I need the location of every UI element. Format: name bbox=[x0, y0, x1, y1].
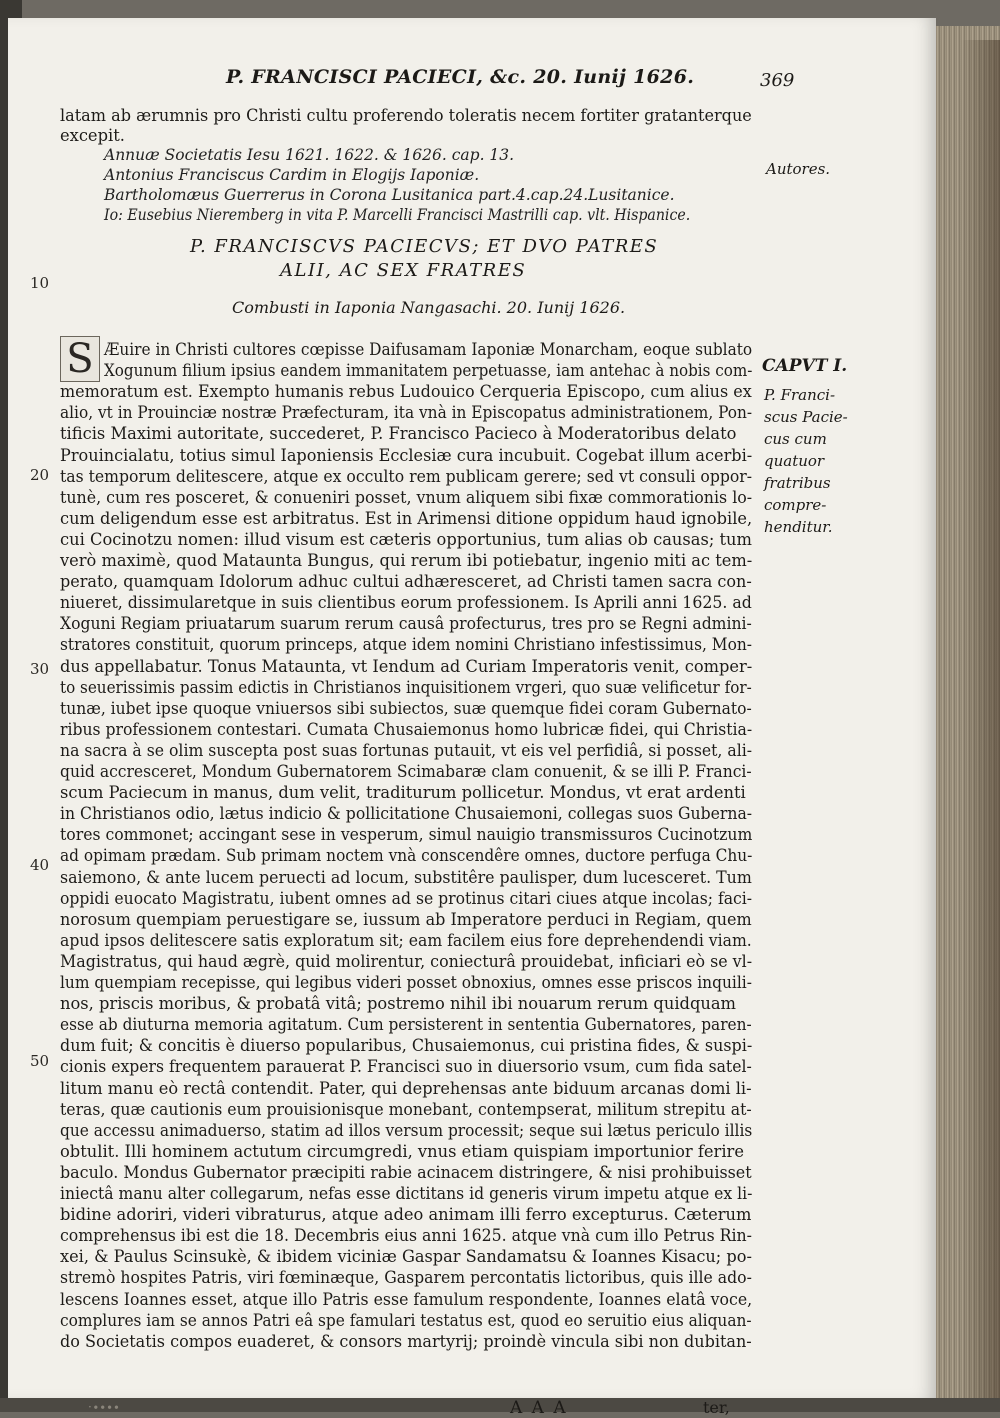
body-line: verò maximè, quod Mataunta Bungus, qui rerum ibi potiebatur, ingenio miti ac tem- bbox=[60, 551, 753, 570]
body-line: memoratum est. Exempto humanis rebus Ludouico Cerqueria Episcopo, cum alius ex bbox=[60, 382, 752, 402]
body-line: complures iam se annos Patri eâ spe famulari testatus est, quod eo seruitio eius aliquan- bbox=[60, 1310, 752, 1330]
line-number: 40 bbox=[30, 856, 50, 874]
page-header bbox=[60, 66, 840, 96]
body-line: norosum quempiam peruestigare se, iussum ab Imperatore perduci in Regiam, quem bbox=[60, 909, 752, 929]
body-line: tas temporum delitescere, atque ex occulto rem publicam gerere; sed vt consuli oppor- bbox=[60, 466, 753, 486]
side-note-line: scus Pacie- bbox=[764, 408, 848, 426]
signature-mark: A A A bbox=[510, 1398, 568, 1418]
side-note-line: cus cum bbox=[764, 430, 827, 448]
body-line: obtulit. Illi hominem actutum circumgredi, vnus etiam quispiam importunior ferire bbox=[60, 1141, 744, 1161]
body-line: ad opimam prædam. Sub primam noctem vnà conscendêre omnes, ductore perfuga Chu- bbox=[60, 846, 753, 866]
chapter-title-line-1: P. FRANCISCVS PACIECVS; ET DVO PATRES bbox=[190, 236, 659, 257]
line-number: 10 bbox=[30, 274, 50, 292]
side-note-line: henditur. bbox=[764, 518, 833, 536]
body-line: esse ab diuturna memoria agitatum. Cum persisterent in sententia Gubernatores, paren- bbox=[60, 1015, 752, 1035]
book-spine-shadow bbox=[960, 40, 1000, 1398]
body-line: cum deligendum esse est arbitratus. Est in Arimensi ditione oppidum haud ignobile, bbox=[60, 508, 753, 528]
body-line: que accessu animaduerso, statim ad illos versum processit; seque sui lætus periculo illis bbox=[60, 1120, 753, 1140]
body-line: Magistratus, qui haud ægrè, quid molirentur, coniecturâ prouidebat, inficiari eò se vl- bbox=[60, 951, 753, 971]
line-number: 30 bbox=[30, 660, 50, 678]
author-entry: Io: Eusebius Nieremberg in vita P. Marcelli Francisci Mastrilli cap. vlt. Hispanice. bbox=[104, 206, 691, 224]
intro-line: excepit. bbox=[60, 126, 125, 145]
side-note-line: P. Franci- bbox=[764, 386, 836, 404]
side-note-line: compre- bbox=[764, 496, 827, 514]
body-line: cui Cocinotzu nomen: illud visum est cæteris opportunius, tum alias ob causas; tum bbox=[60, 529, 752, 549]
body-line: bidine adoriri, videri vibraturus, atque adeo animam illi ferro excepturus. Cæterum bbox=[60, 1205, 752, 1225]
body-line: ribus professionem contestari. Cumata Chusaiemonus homo lubricæ fidei, qui Christia- bbox=[60, 719, 753, 739]
page-number: 369 bbox=[760, 70, 795, 91]
body-line: teras, quæ cautionis eum prouisionisque monebant, contempserat, militum strepitu at- bbox=[60, 1099, 752, 1119]
body-line: nos, priscis moribus, & probatâ vitâ; postremo nihil ibi nouarum rerum quidquam bbox=[60, 994, 736, 1014]
body-line: stremò hospites Patris, viri fœminæque, Gasparem percontatis lictoribus, quis ille ado- bbox=[60, 1268, 752, 1288]
intro-line: latam ab ærumnis pro Christi cultu proferendo toleratis necem fortiter gratanterque bbox=[60, 106, 752, 125]
body-line: na sacra à se olim suscepta post suas fortunas putauit, vt eis vel perfidiâ, si posset, ali- bbox=[60, 740, 753, 760]
body-line: do Societatis compos euaderet, & consors martyrij; proindè vincula sibi non dubitan- bbox=[60, 1331, 752, 1351]
chapter-subtitle: Combusti in Iaponia Nangasachi. 20. Iunij 1626. bbox=[232, 298, 626, 317]
body-line: comprehensus ibi est die 18. Decembris eius anni 1625. atque vnà cum illo Petrus Rin- bbox=[60, 1226, 752, 1246]
body-line: oppidi euocato Magistratu, iubent omnes ad se protinus citari ciues atque incolas; faci- bbox=[60, 888, 753, 908]
body-line: tunè, cum res posceret, & conueniri posset, vnum aliquem sibi fixæ commorationis lo- bbox=[60, 487, 753, 507]
body-line: tificis Maximi autoritate, succederet, P. Francisco Pacieco à Moderatoribus delato bbox=[60, 424, 737, 444]
body-line: Æuire in Christi cultores cœpisse Daifusamam Iaponiæ Monarcham, eoque sublato bbox=[104, 340, 753, 359]
author-entry: Antonius Franciscus Cardim in Elogijs Iaponiæ. bbox=[104, 166, 480, 184]
line-number: 20 bbox=[30, 466, 50, 484]
body-line: apud ipsos delitescere satis exploratum sit; eam facilem eius fore deprehendendi viam. bbox=[60, 930, 752, 950]
body-line: in Christianos odio, lætus indicio & pollicitatione Chusaiemoni, collegas suos Guberna- bbox=[60, 804, 753, 824]
body-line: baculo. Mondus Gubernator præcipiti rabie acinacem distringere, & nisi prohibuisset bbox=[60, 1162, 752, 1182]
body-line: cionis expers frequentem parauerat P. Francisci suo in diuersorio vsum, cum fida satel- bbox=[60, 1057, 752, 1077]
body-line: Xogunum filium ipsius eandem immanitatem perpetuasse, iam antehac à nobis com- bbox=[104, 361, 753, 381]
body-line: tores commonet; accingant sese in vesperum, simul nauigio transmissuros Cucinotzum bbox=[60, 825, 753, 845]
author-entry: Annuæ Societatis Iesu 1621. 1622. & 1626. cap. 13. bbox=[104, 146, 515, 164]
side-note-line: quatuor bbox=[764, 452, 825, 470]
body-line: stratores constituit, quorum princeps, atque idem nomini Christiano infestissimus, Mon- bbox=[60, 635, 752, 655]
body-line: lescens Ioannes esset, atque illo Patris esse famulum respondente, Ioannes elatâ voce, bbox=[60, 1289, 753, 1309]
body-line: to seuerissimis passim edictis in Christianos inquisitionem vrgeri, quo suæ velificetur for- bbox=[60, 677, 752, 697]
body-line: lum quempiam recepisse, qui legibus videri posset obnoxius, omnes esse priscos inquili- bbox=[60, 973, 752, 992]
running-head: P. FRANCISCI PACIECI, &c. 20. Iunij 1626. bbox=[226, 66, 695, 88]
side-note-line: fratribus bbox=[764, 474, 831, 492]
body-line: Prouincialatu, totius simul Iaponiensis Ecclesiæ cura incubuit. Cogebat illum acerbi- bbox=[60, 445, 753, 465]
body-line: perato, quamquam Idolorum adhuc cultui adhæresceret, ad Christi tamen sacra con- bbox=[60, 572, 752, 592]
chapter-title-line-2: ALII, AC SEX FRATRES bbox=[280, 260, 527, 281]
chapter-number: CAPVT I. bbox=[762, 356, 848, 376]
library-mark: ·∙∙∙∙ bbox=[88, 1400, 121, 1414]
catchword: ter, bbox=[703, 1398, 730, 1417]
body-line: Xoguni Regiam priuatarum suarum rerum causâ profecturus, tres pro se Regni admini- bbox=[60, 614, 752, 634]
line-number: 50 bbox=[30, 1052, 50, 1070]
body-line: scum Paciecum in manus, dum velit, traditurum pollicetur. Mondus, vt erat ardenti bbox=[60, 783, 746, 803]
body-line: quid accresceret, Mondum Gubernatorem Scimabaræ clam conuenit, & se illi P. Franci- bbox=[60, 762, 752, 781]
authors-marginal-label: Autores. bbox=[766, 160, 831, 178]
drop-cap: S bbox=[60, 336, 100, 382]
body-line: saiemono, & ante lucem peruecti ad locum, substitêre paulisper, dum lucesceret. Tum bbox=[60, 867, 752, 887]
body-line: dum fuit; & concitis è diuerso popularibus, Chusaiemonus, cui pristina fides, & suspi- bbox=[60, 1036, 753, 1056]
book-bottom-edge bbox=[0, 1398, 1000, 1412]
author-entry: Bartholomæus Guerrerus in Corona Lusitanica part.4.cap.24.Lusitanice. bbox=[104, 186, 675, 204]
body-line: xei, & Paulus Scinsukè, & ibidem viciniæ Gaspar Sandamatsu & Ioannes Kisacu; po- bbox=[60, 1247, 752, 1267]
body-line: litum manu eò rectâ contendit. Pater, qui deprehensas ante biduum arcanas domi li- bbox=[60, 1078, 752, 1098]
body-line: iniectâ manu alter collegarum, nefas esse dictitans id generis virum impetu atque ex li- bbox=[60, 1184, 753, 1203]
body-line: alio, vt in Prouinciæ nostræ Præfecturam, ita vnà in Episcopatus administrationem, Pon- bbox=[60, 403, 753, 423]
body-line: niueret, dissimularetque in suis clientibus eorum professionem. Is Aprili anni 1625. ad bbox=[60, 593, 752, 613]
body-line: dus appellabatur. Tonus Mataunta, vt Iendum ad Curiam Imperatoris venit, comper- bbox=[60, 656, 753, 676]
body-line: tunæ, iubet ipse quoque vniuersos sibi subiectos, suæ quemque fidei coram Gubernato- bbox=[60, 698, 752, 718]
